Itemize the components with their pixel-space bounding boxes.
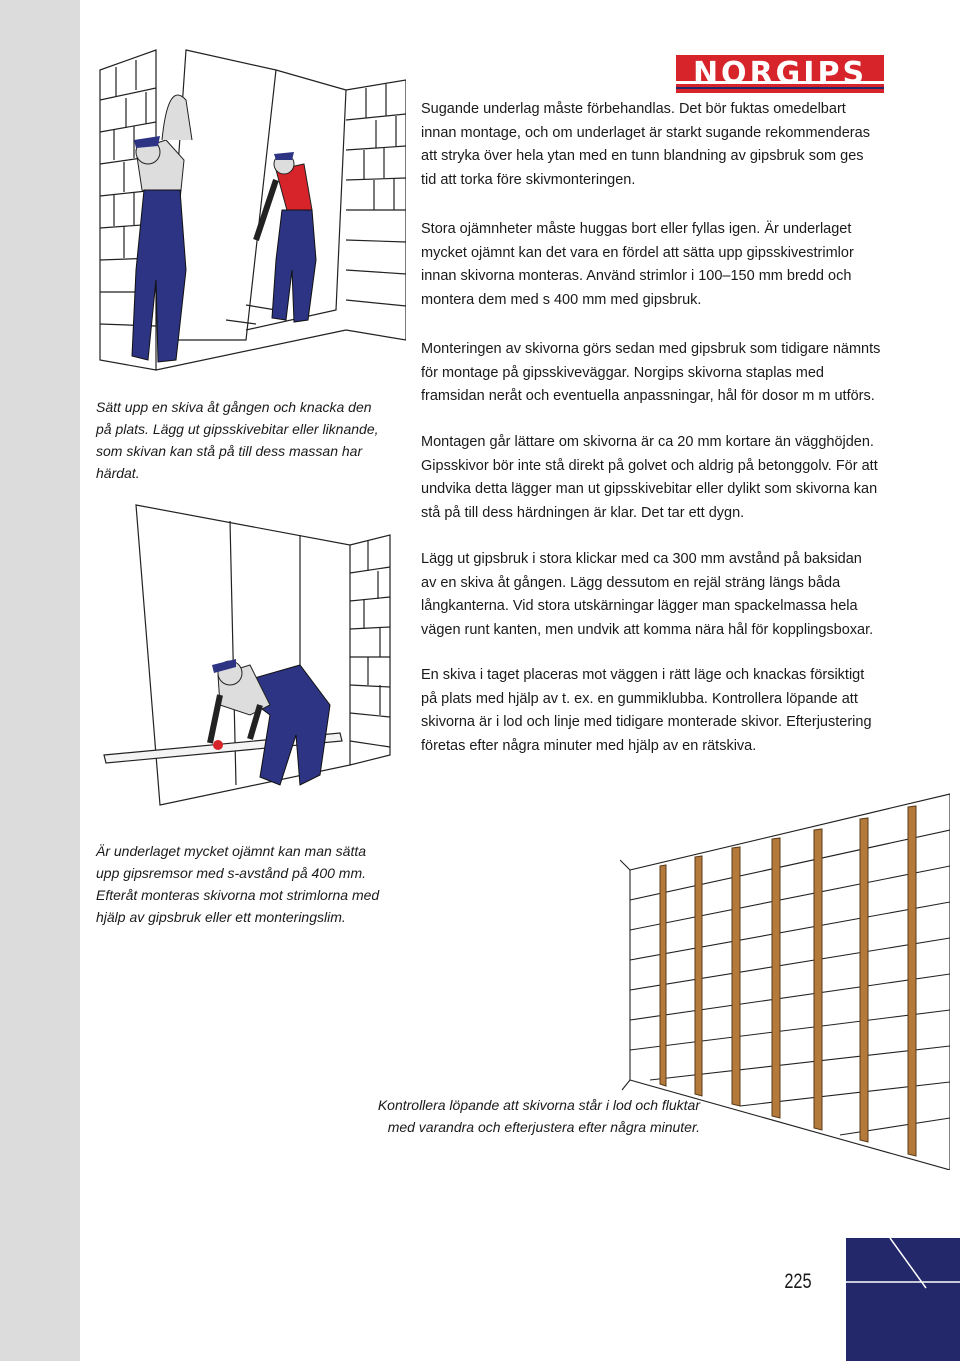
illustration-worker-straightedge — [100, 495, 400, 815]
page-corner-tab — [846, 1238, 960, 1361]
paragraph-substrate: Sugande underlag måste förbehandlas. Det bör fuktas omedelbart innan montage, och om underlaget är starkt sugande rekommenderas att stryka över hela ytan med en tunn blandning av gipsbruk som ges tid att torka före skivmonteringen. — [421, 101, 870, 188]
logo-text: NORGIPS — [692, 56, 868, 91]
illustration-workers-raising-board — [96, 40, 406, 380]
caption-strips: Är underlaget mycket ojämnt kan man sätta upp gipsremsor med s-avstånd på 400 mm. Efteråt monteras skivorna mot strimlorna med hjälp av gipsbruk eller ett monteringslim. — [96, 843, 380, 925]
caption-raise-board: Sätt upp en skiva åt gången och knacka den på plats. Lägg ut gipsskivebitar eller liknande, som skivan kan stå på till dess massan har härdat. — [96, 399, 379, 481]
side-margin-band — [0, 0, 80, 1361]
paragraph-adhesive: Lägg ut gipsbruk i stora klickar med ca 300 mm avstånd på baksidan av en skiva åt gången. Lägg dessutom en rejäl sträng längs båda långkanterna. Vid stora utskärningar lägger man spackelmassa hela vägen runt kanten, men undvik att komma nära hål för kopplingsboxar. — [421, 551, 874, 638]
paragraph-unevenness: Stora ojämnheter måste huggas bort eller fyllas igen. Är underlaget mycket ojämnt kan det vara en fördel att sätta upp gipsskivestrimlor innan skivorna monteras. Använd strimlor i 100–150 mm bredd och montera dem med s 400 mm med gipsbruk. — [421, 221, 854, 308]
norgips-logo — [676, 55, 884, 93]
illustration-wall-strips — [620, 790, 950, 1170]
paragraph-height: Montagen går lättare om skivorna är ca 20 mm kortare än vägghöjden. Gipsskivor bör inte stå direkt på golvet och aldrig på betonggolv. För att undvika detta lägger man ut gipsskivebitar eller dylikt som skivorna kan stå på till dess härdningen är klar. Det tar ett dygn. — [421, 434, 878, 521]
caption-check-plumb: Kontrollera löpande att skivorna står i lod och fluktar med varandra och efterjustera efter några minuter. — [377, 1097, 700, 1135]
paragraph-mounting: Monteringen av skivorna görs sedan med gipsbruk som tidigare nämnts för montage på gipsskiveväggar. Norgips skivorna staplas med framsidan neråt och eventuella anpassningar, hål för dosor m m utförs. — [421, 341, 881, 404]
paragraph-placement: En skiva i taget placeras mot väggen i rätt läge och knackas försiktigt på plats med hjälp av t. ex. en gummiklubba. Kontrollera löpande att skivorna är i lod och linje med tidigare monterade skivor. Efterjustering företas efter några minuter med hjälp av en rätskiva. — [421, 667, 872, 754]
page-number: 225 — [784, 1270, 812, 1293]
